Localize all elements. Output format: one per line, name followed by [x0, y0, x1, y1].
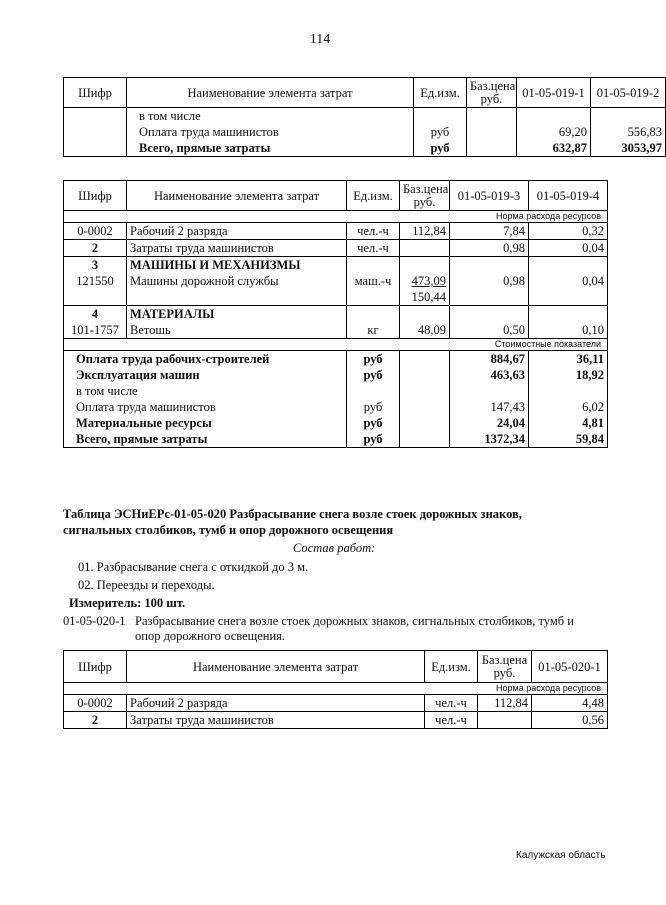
table-header — [64, 651, 608, 683]
header-code: Шифр — [64, 78, 127, 108]
header-name: Наименование элемента затрат — [127, 181, 347, 211]
norm-label-row — [64, 211, 608, 223]
header-col-1: 01-05-019-1 — [517, 78, 591, 108]
table-row: 3 121550 МАШИНЫ И МЕХАНИЗМЫ Машины дорожной службы маш.-ч 473,09 150,44 0,98 0,04 — [64, 257, 608, 306]
cost-label: Стоимостные показатели — [64, 339, 608, 351]
header-unit: Ед.изм. — [414, 78, 467, 108]
work-step-1: 01. Разбрасывание снега с откидкой до 3 м. — [78, 560, 309, 574]
table-row: Эксплуатация машин руб 463,63 18,92 — [64, 367, 608, 383]
header-code: Шифр — [64, 181, 127, 211]
footer-region: Калужская область — [516, 850, 606, 861]
table-row: 2 Затраты труда машинистов чел.-ч 0,56 — [64, 712, 608, 729]
table-row: Оплата труда машинистов руб 147,43 6,02 — [64, 399, 608, 415]
item-description-line-1: Разбрасывание снега возле стоек дорожных знаков, сигнальных столбиков, тумб и — [135, 614, 574, 628]
table-01-05-019-3-4 — [63, 180, 608, 448]
table-header — [64, 181, 608, 211]
header-col-3: 01-05-019-3 — [450, 181, 529, 211]
table-01-05-019-1-2 — [63, 77, 666, 157]
table-row: 0-0002 Рабочий 2 разряда чел.-ч 112,84 7,84 0,32 — [64, 223, 608, 240]
header-unit: Ед.изм. — [425, 651, 478, 683]
header-col-2: 01-05-019-2 — [591, 78, 666, 108]
section-title-line-2: сигнальных столбиков, тумб и опор дорожного освещения — [63, 523, 394, 537]
norm-label: Норма расхода ресурсов — [64, 211, 608, 223]
header-col-1: 01-05-020-1 — [532, 651, 608, 683]
work-step-2: 02. Переезды и переходы. — [78, 578, 215, 592]
table-row: в том числе — [64, 108, 666, 125]
header-price: Баз.цена руб. — [400, 181, 450, 211]
table-row: Оплата труда рабочих-строителей руб 884,67 36,11 — [64, 351, 608, 368]
norm-label: Норма расхода ресурсов — [64, 683, 608, 695]
composition-heading: Состав работ: — [293, 541, 376, 555]
measurement-unit: Измеритель: 100 шт. — [69, 596, 186, 610]
table-01-05-020-1 — [63, 650, 608, 729]
cost-label-row — [64, 339, 608, 351]
table-row: в том числе — [64, 383, 608, 399]
header-name: Наименование элемента затрат — [127, 651, 425, 683]
page-number: 114 — [309, 32, 331, 47]
header-price: Баз.цена руб. — [467, 78, 517, 108]
header-code: Шифр — [64, 651, 127, 683]
item-description-line-2: опор дорожного освещения. — [135, 629, 286, 643]
table-header — [64, 78, 666, 108]
header-name: Наименование элемента затрат — [127, 78, 414, 108]
item-code: 01-05-020-1 — [63, 614, 126, 628]
header-col-4: 01-05-019-4 — [529, 181, 608, 211]
table-row: Всего, прямые затраты руб 632,87 3053,97 — [64, 140, 666, 157]
table-row: 0-0002 Рабочий 2 разряда чел.-ч 112,84 4,48 — [64, 695, 608, 712]
header-price: Баз.цена руб. — [478, 651, 532, 683]
table-row: 2 Затраты труда машинистов чел.-ч 0,98 0,04 — [64, 240, 608, 257]
header-unit: Ед.изм. — [347, 181, 400, 211]
table-row: Всего, прямые затраты руб 1372,34 59,84 — [64, 431, 608, 448]
table-row: Оплата труда машинистов руб 69,20 556,83 — [64, 124, 666, 140]
section-title-line-1: Таблица ЭСНиЕРс-01-05-020 Разбрасывание снега возле стоек дорожных знаков, — [63, 507, 522, 521]
norm-label-row — [64, 683, 608, 695]
table-row: 4 101-1757 МАТЕРИАЛЫ Ветошь кг 48,09 0,50 0,10 — [64, 306, 608, 339]
table-row: Материальные ресурсы руб 24,04 4,81 — [64, 415, 608, 431]
